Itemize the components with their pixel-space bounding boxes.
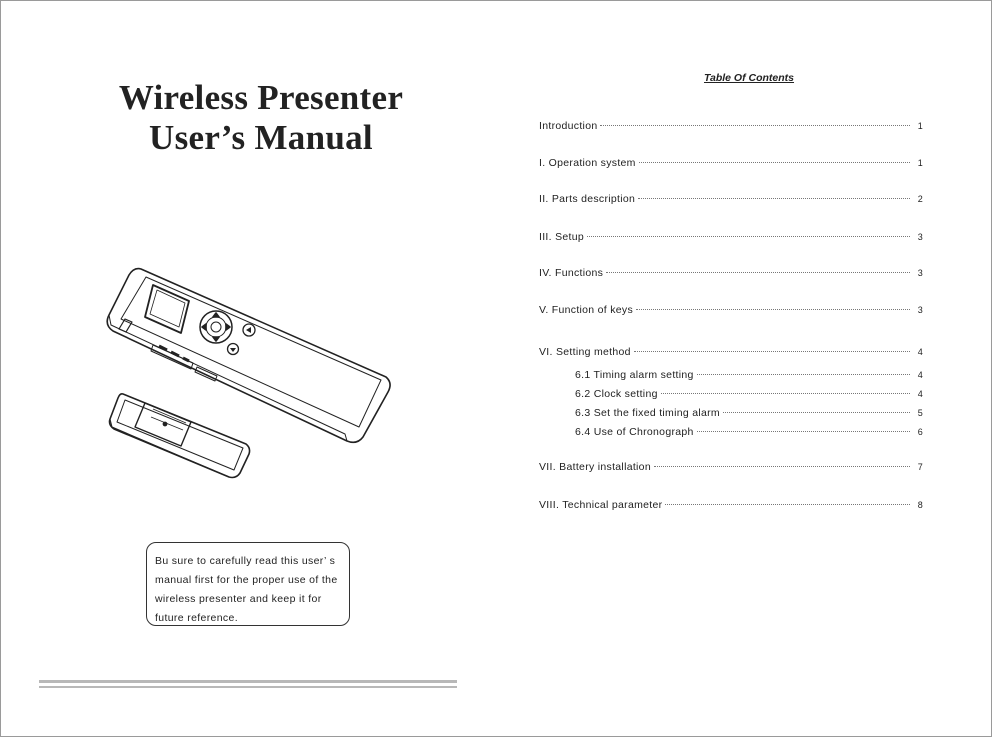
cover-title-line1: Wireless Presenter <box>118 78 404 117</box>
toc-entry[interactable] <box>539 303 923 317</box>
toc-subentry[interactable] <box>575 387 923 401</box>
toc-dot-leader <box>723 412 910 413</box>
toc-entry-label: Introduction <box>539 120 598 132</box>
toc-dot-leader <box>636 309 910 310</box>
toc-entry-page: 2 <box>917 194 923 204</box>
toc-dot-leader <box>606 272 910 273</box>
toc-dot-leader <box>697 374 910 375</box>
toc-entry-label: VIII. Technical parameter <box>539 499 663 511</box>
toc-entry-label: 6.1 Timing alarm setting <box>575 369 694 381</box>
toc-entry-page: 4 <box>917 370 923 380</box>
toc-subentry[interactable] <box>575 425 923 439</box>
toc-entry[interactable] <box>539 498 923 512</box>
toc-entry-label: 6.3 Set the fixed timing alarm <box>575 407 720 419</box>
toc-entry-label: II. Parts description <box>539 193 636 205</box>
toc-dot-leader <box>587 236 910 237</box>
toc-entry[interactable] <box>539 345 923 359</box>
toc-entry[interactable] <box>539 119 923 133</box>
toc-entry-label: VI. Setting method <box>539 346 631 358</box>
toc-dot-leader <box>661 393 910 394</box>
toc-entry-page: 3 <box>917 232 923 242</box>
toc-heading: Table Of Contents <box>703 72 795 84</box>
toc-dot-leader <box>600 125 910 126</box>
toc-entry-page: 5 <box>917 408 923 418</box>
toc-entry-page: 6 <box>917 427 923 437</box>
toc-entry-page: 1 <box>917 121 923 131</box>
toc-entry-page: 3 <box>917 305 923 315</box>
toc-dot-leader <box>634 351 910 352</box>
toc-entry-page: 7 <box>917 462 923 472</box>
toc-dot-leader <box>665 504 910 505</box>
toc-entry-label: VII. Battery installation <box>539 461 651 473</box>
toc-subentry[interactable] <box>575 406 923 420</box>
toc-subentry[interactable] <box>575 368 923 382</box>
toc-entry-label: 6.4 Use of Chronograph <box>575 426 694 438</box>
toc-dot-leader <box>639 162 910 163</box>
cover-title-line2: User’s Manual <box>149 118 373 157</box>
toc-entry-label: III. Setup <box>539 231 585 243</box>
toc-dot-leader <box>638 198 910 199</box>
toc-entry-label: V. Function of keys <box>539 304 634 316</box>
toc-entry[interactable] <box>539 266 923 280</box>
toc-entry-page: 4 <box>917 389 923 399</box>
toc-entry-label: I. Operation system <box>539 157 636 169</box>
toc-entry-page: 4 <box>917 347 923 357</box>
toc-entry-page: 1 <box>917 158 923 168</box>
read-manual-note: Bu sure to carefully read this user’ s manual first for the proper use of the wireless presenter and keep it for future reference. <box>146 542 350 626</box>
toc-entry-label: 6.2 Clock setting <box>575 388 658 400</box>
toc-entry[interactable] <box>539 156 923 170</box>
toc-entry-label: IV. Functions <box>539 267 604 279</box>
table-of-contents <box>1 1 991 736</box>
toc-entry[interactable] <box>539 192 923 206</box>
toc-entry[interactable] <box>539 460 923 474</box>
toc-entry[interactable] <box>539 230 923 244</box>
toc-entry-page: 8 <box>917 500 923 510</box>
toc-entry-page: 3 <box>917 268 923 278</box>
toc-dot-leader <box>654 466 910 467</box>
toc-dot-leader <box>697 431 910 432</box>
